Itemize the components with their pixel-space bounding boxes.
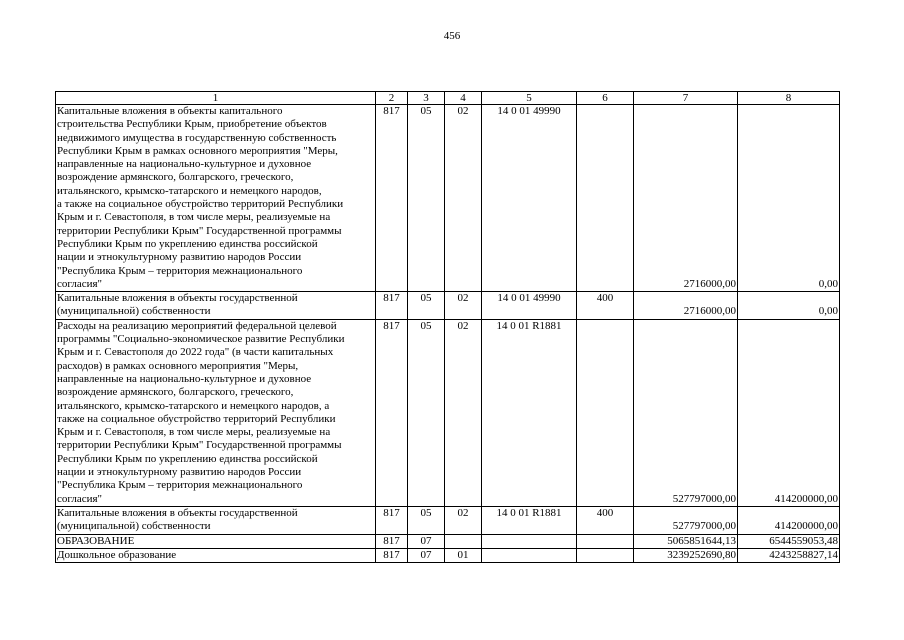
table-row [56, 506, 840, 534]
amount-year1-cell: 527797000,00 [634, 506, 738, 534]
expense-name-cell: Расходы на реализацию мероприятий федеральной целевой программы "Социально-экономическое развитие Республики Крым и г. Севастополя до 2022 года" (в части капитальных расходов) в рамках основного мероприятия "Меры, направленные на национально-культурное и духовное возрождение армянского, болгарского, греческого, итальянского, крымско-татарского и немецкого народов, а также на социальное обустройство территорий Республики Крым и г. Севастополя, в том числе меры, реализуемые на территории Республики Крым" Государственной программы Республики Крым по укреплению единства российской нации и этнокультурному развитию народов России "Республика Крым – территория межнационального согласия" [56, 319, 376, 506]
subsection-code-cell: 02 [445, 292, 482, 320]
target-article-cell [482, 534, 577, 548]
target-article-cell: 14 0 01 R1881 [482, 319, 577, 506]
target-article-cell: 14 0 01 R1881 [482, 506, 577, 534]
column-header: 5 [482, 92, 577, 105]
column-header: 3 [408, 92, 445, 105]
ministry-code-cell: 817 [376, 506, 408, 534]
budget-table [55, 91, 840, 563]
expense-name-cell: Капитальные вложения в объекты государственной (муниципальной) собственности [56, 292, 376, 320]
ministry-code-cell: 817 [376, 534, 408, 548]
column-header: 8 [738, 92, 840, 105]
column-header: 6 [577, 92, 634, 105]
table-header-row [56, 92, 840, 105]
ministry-code-cell: 817 [376, 319, 408, 506]
target-article-cell: 14 0 01 49990 [482, 292, 577, 320]
expense-name-cell: Дошкольное образование [56, 548, 376, 562]
expense-type-cell [577, 548, 634, 562]
amount-year2-cell: 0,00 [738, 292, 840, 320]
table-row [56, 105, 840, 292]
amount-year2-cell: 414200000,00 [738, 506, 840, 534]
target-article-cell: 14 0 01 49990 [482, 105, 577, 292]
ministry-code-cell: 817 [376, 105, 408, 292]
amount-year2-cell: 6544559053,48 [738, 534, 840, 548]
column-header: 2 [376, 92, 408, 105]
target-article-cell [482, 548, 577, 562]
expense-type-cell: 400 [577, 506, 634, 534]
column-header: 7 [634, 92, 738, 105]
amount-year2-cell: 0,00 [738, 105, 840, 292]
subsection-code-cell [445, 534, 482, 548]
amount-year2-cell: 414200000,00 [738, 319, 840, 506]
expense-name-cell: Капитальные вложения в объекты государственной (муниципальной) собственности [56, 506, 376, 534]
subsection-code-cell: 02 [445, 319, 482, 506]
amount-year1-cell: 3239252690,80 [634, 548, 738, 562]
amount-year1-cell: 2716000,00 [634, 292, 738, 320]
table-row [56, 319, 840, 506]
subsection-code-cell: 02 [445, 105, 482, 292]
amount-year1-cell: 2716000,00 [634, 105, 738, 292]
column-header: 1 [56, 92, 376, 105]
amount-year1-cell: 5065851644,13 [634, 534, 738, 548]
table-row [56, 534, 840, 548]
section-code-cell: 05 [408, 292, 445, 320]
ministry-code-cell: 817 [376, 548, 408, 562]
table-row [56, 292, 840, 320]
subsection-code-cell: 02 [445, 506, 482, 534]
expense-name-cell: ОБРАЗОВАНИЕ [56, 534, 376, 548]
page-number: 456 [443, 30, 461, 42]
section-code-cell: 05 [408, 105, 445, 292]
expense-type-cell [577, 534, 634, 548]
expense-name-cell: Капитальные вложения в объекты капитального строительства Республики Крым, приобретение объектов недвижимого имущества в государственную собственность Республики Крым в рамках основного мероприятия "Меры, направленные на национально-культурное и духовное возрождение армянского, болгарского, греческого, итальянского, крымско-татарского и немецкого народов, а также на социальное обустройство территорий Республики Крым и г. Севастополя, в том числе меры, реализуемые на территории Республики Крым" Государственной программы Республики Крым по укреплению единства российской нации и этнокультурному развитию народов России "Республика Крым – территория межнационального согласия" [56, 105, 376, 292]
section-code-cell: 05 [408, 319, 445, 506]
expense-type-cell [577, 319, 634, 506]
amount-year1-cell: 527797000,00 [634, 319, 738, 506]
subsection-code-cell: 01 [445, 548, 482, 562]
section-code-cell: 05 [408, 506, 445, 534]
amount-year2-cell: 4243258827,14 [738, 548, 840, 562]
table-row [56, 548, 840, 562]
section-code-cell: 07 [408, 548, 445, 562]
column-header: 4 [445, 92, 482, 105]
expense-type-cell [577, 105, 634, 292]
section-code-cell: 07 [408, 534, 445, 548]
ministry-code-cell: 817 [376, 292, 408, 320]
expense-type-cell: 400 [577, 292, 634, 320]
